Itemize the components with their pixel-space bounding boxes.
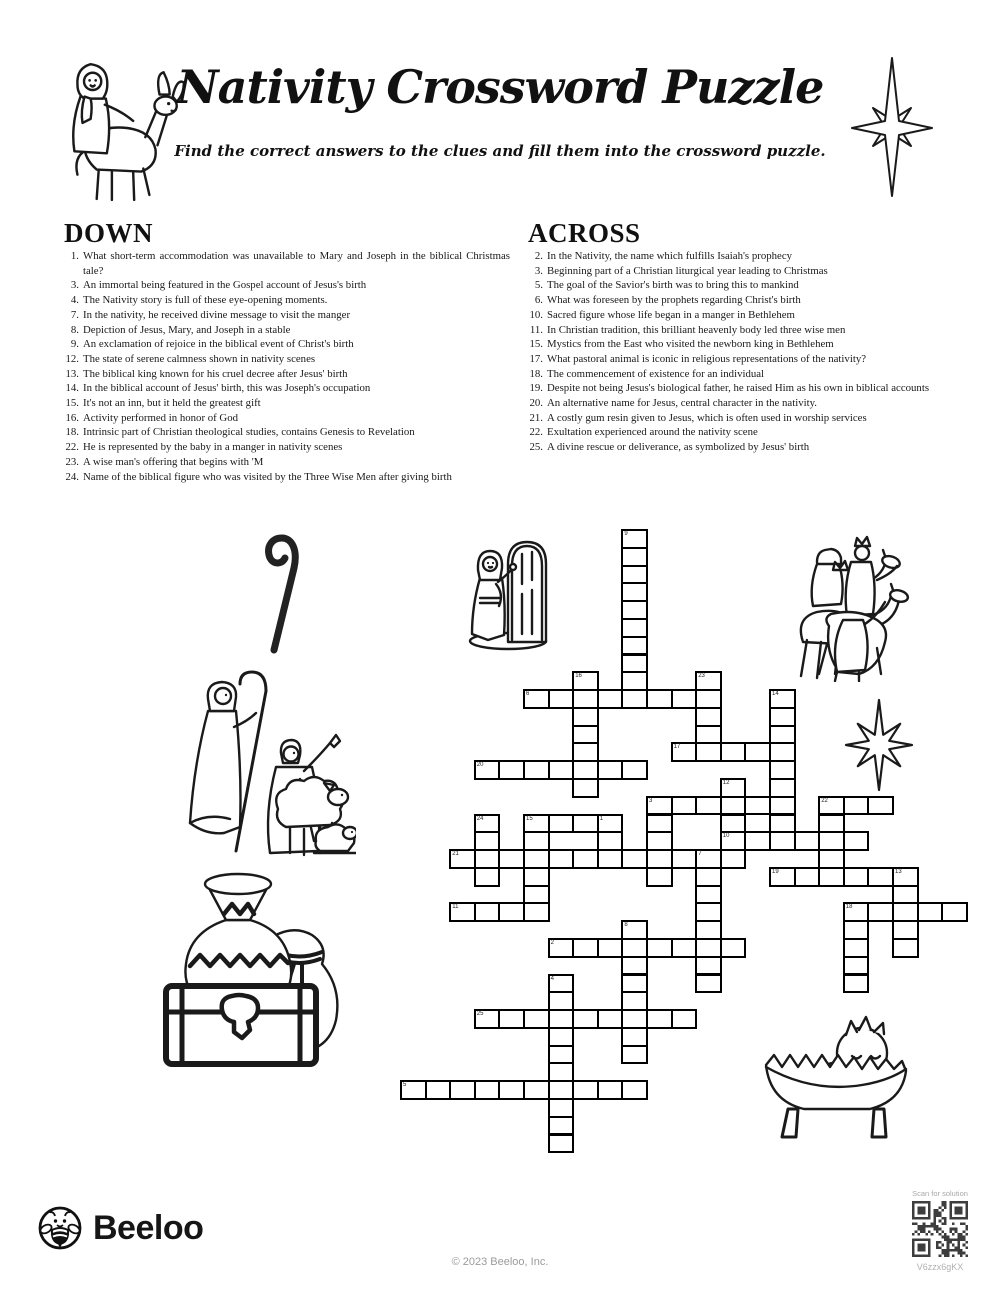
clue-item (64, 367, 510, 382)
cell-number: 1 (599, 815, 604, 822)
crossword-cell[interactable] (449, 902, 476, 922)
crossword-cell[interactable] (720, 796, 747, 816)
crossword-cell[interactable] (621, 1080, 648, 1100)
clue-text: Despite not being Jesus's biological father, he raised Him as his own in biblical accounts (547, 382, 930, 395)
crossword-cell[interactable] (671, 1009, 698, 1029)
clue-text: An alternative name for Jesus, central character in the nativity. (547, 397, 818, 410)
crossword-cell[interactable] (597, 689, 624, 709)
brand-name: Beeloo (93, 1208, 204, 1247)
cell-number: 11 (452, 904, 459, 911)
crossword-cell[interactable] (695, 742, 722, 762)
clue-number: 5. (534, 279, 543, 292)
crossword-cell[interactable] (449, 1080, 476, 1100)
clue-number: 22. (65, 441, 79, 454)
three-wise-men-camels-illustration (773, 524, 913, 682)
cell-number: 2 (550, 939, 554, 946)
clue-number: 10. (529, 308, 543, 321)
clue-item (64, 337, 510, 352)
crossword-cell[interactable] (744, 831, 771, 851)
clue-text: In the nativity, he received divine message to visit the manger (83, 308, 351, 321)
clue-item (528, 352, 990, 367)
clue-text: Mystics from the East who visited the newborn king in Bethlehem (547, 338, 834, 351)
cell-number: 4 (550, 975, 554, 982)
crossword-cell[interactable] (695, 671, 722, 691)
clue-text: Exultation experienced around the nativity scene (547, 426, 758, 439)
across-clue-list (528, 249, 990, 455)
crossword-cell[interactable] (597, 1080, 624, 1100)
down-heading: DOWN (64, 218, 153, 248)
cell-number: 21 (452, 851, 459, 857)
crossword-cell[interactable] (843, 974, 870, 994)
crossword-cell[interactable] (523, 1009, 550, 1029)
clue-text: What was foreseen by the prophets regarding Christ's birth (547, 294, 801, 307)
crossword-cell[interactable] (843, 867, 870, 887)
copyright-text: © 2023 Beeloo, Inc. (451, 1256, 549, 1268)
crossword-cell[interactable] (548, 760, 575, 780)
crossword-cell[interactable] (474, 867, 501, 887)
clue-number: 15. (65, 397, 79, 410)
cell-number: 18 (845, 904, 853, 911)
baby-in-manger-illustration (752, 1005, 920, 1143)
crossword-cell[interactable] (843, 796, 870, 816)
crossword-cell[interactable] (548, 689, 575, 709)
crossword-cell[interactable] (597, 849, 624, 869)
cell-number: 12 (722, 779, 730, 786)
crossword-cell[interactable] (744, 742, 771, 762)
crossword-cell[interactable] (572, 778, 599, 798)
clue-text: It's not an inn, but it held the greatest gift (83, 397, 261, 410)
clue-number: 2. (534, 250, 543, 262)
crossword-cell[interactable] (621, 1045, 648, 1065)
clue-item (528, 396, 990, 411)
crossword-cell[interactable] (794, 867, 821, 887)
crossword-cell[interactable] (671, 849, 698, 869)
cell-number: 13 (895, 868, 902, 875)
cell-number: 8 (624, 922, 628, 929)
crossword-cell[interactable] (695, 956, 722, 976)
clue-text: Depiction of Jesus, Mary, and Joseph in a stable (83, 323, 291, 336)
crossword-cell[interactable] (867, 902, 894, 922)
clue-text: The commencement of existence for an individual (547, 367, 765, 380)
down-clue-list (64, 249, 510, 484)
clue-text: The Nativity story is full of these eye-opening moments. (83, 294, 328, 307)
clue-item (528, 308, 990, 323)
cell-number: 5 (403, 1082, 407, 1089)
clue-number: 12. (65, 352, 79, 365)
crossword-cell[interactable] (843, 956, 870, 976)
clue-item (64, 308, 510, 323)
crossword-cell[interactable] (621, 689, 648, 709)
crossword-cell[interactable] (474, 1080, 501, 1100)
clue-item (64, 411, 510, 426)
crossword-cell[interactable] (621, 636, 648, 656)
eight-point-star-illustration (843, 698, 915, 793)
qr-caption: Scan for solution (912, 1189, 968, 1198)
clue-item (64, 455, 510, 470)
clue-text: Name of the biblical figure who was visited by the Three Wise Men after giving birth (83, 470, 452, 483)
cell-number: 19 (772, 868, 779, 875)
cell-number: 7 (698, 851, 702, 857)
clue-text: The state of serene calmness shown in nativity scenes (83, 352, 316, 365)
clue-item (528, 440, 990, 455)
clue-text: A costly gum resin given to Jesus, which is often used in worship services (547, 411, 867, 424)
clue-item (528, 323, 990, 338)
crossword-cell[interactable] (769, 831, 796, 851)
cell-number: 6 (526, 691, 530, 697)
crossword-cell[interactable] (769, 796, 796, 816)
crossword-cell[interactable] (671, 796, 698, 816)
clue-number: 19. (529, 382, 543, 395)
crossword-cell[interactable] (917, 902, 944, 922)
crossword-cell[interactable] (523, 902, 550, 922)
clue-text: In Christian tradition, this brilliant heavenly body led three wise men (547, 323, 846, 336)
clue-number: 9. (70, 338, 79, 351)
clue-item (528, 249, 990, 264)
qr-code[interactable] (912, 1201, 968, 1257)
crossword-cell[interactable] (646, 689, 673, 709)
crossword-cell[interactable] (646, 796, 673, 816)
clue-text: An immortal being featured in the Gospel account of Jesus's birth (83, 279, 367, 292)
crossword-cell[interactable] (843, 831, 870, 851)
clue-number: 23. (65, 455, 79, 468)
crossword-cell[interactable] (498, 1080, 525, 1100)
page-title: Nativity Crossword Puzzle (176, 60, 824, 114)
crossword-cell[interactable] (720, 849, 747, 869)
cell-number: 24 (476, 815, 484, 822)
clue-number: 22. (529, 426, 543, 439)
clue-item (64, 278, 510, 293)
crossword-cell[interactable] (474, 760, 501, 780)
crossword-cell[interactable] (449, 849, 476, 869)
crossword-cell[interactable] (597, 1009, 624, 1029)
crossword-cell[interactable] (867, 796, 894, 816)
cell-number: 22 (821, 797, 828, 804)
crossword-cell[interactable] (621, 671, 648, 691)
crossword-cell[interactable] (572, 671, 599, 691)
crossword-cell[interactable] (646, 1009, 673, 1029)
cell-number: 9 (624, 531, 628, 537)
crossword-cell[interactable] (548, 849, 575, 869)
crossword-cell[interactable] (523, 760, 550, 780)
shepherd-crook-illustration (262, 528, 314, 656)
cell-number: 25 (476, 1011, 484, 1018)
clue-number: 4. (70, 294, 79, 307)
cell-number: 14 (772, 691, 779, 697)
crossword-cell[interactable] (474, 1009, 501, 1029)
crossword-cell[interactable] (572, 814, 599, 834)
clue-number: 17. (529, 352, 543, 365)
crossword-cell[interactable] (892, 938, 919, 958)
bethlehem-star-thin-illustration (850, 56, 934, 198)
bee-logo-icon (37, 1205, 83, 1251)
cell-number: 10 (722, 833, 730, 840)
figure-at-door-illustration (466, 536, 550, 654)
cell-number: 3 (649, 797, 653, 804)
clue-item (528, 367, 990, 382)
page-subtitle: Find the correct answers to the clues and fill them into the crossword puzzle. (174, 142, 826, 160)
clue-item (64, 425, 510, 440)
crossword-cell[interactable] (425, 1080, 452, 1100)
crossword-cell[interactable] (646, 867, 673, 887)
crossword-cell[interactable] (818, 796, 845, 816)
crossword-cell[interactable] (720, 742, 747, 762)
clue-text: A divine rescue or deliverance, as symbolized by Jesus' birth (547, 441, 810, 454)
clue-item (64, 323, 510, 338)
clue-number: 7. (70, 308, 79, 321)
crossword-cell[interactable] (523, 1080, 550, 1100)
cell-number: 20 (476, 762, 484, 769)
shepherds-with-sheep-illustration (178, 663, 356, 858)
qr-code-id: V6zzx6gKX (916, 1262, 964, 1272)
crossword-cell[interactable] (597, 760, 624, 780)
crossword-cell[interactable] (498, 849, 525, 869)
crossword-cell[interactable] (671, 689, 698, 709)
crossword-cell[interactable] (695, 796, 722, 816)
crossword-cell[interactable] (572, 938, 599, 958)
clue-number: 3. (534, 264, 543, 277)
clue-number: 18. (65, 426, 79, 439)
crossword-cell[interactable] (867, 867, 894, 887)
clue-number: 8. (70, 323, 79, 336)
clue-number: 20. (529, 397, 543, 410)
clue-number: 14. (65, 382, 79, 395)
crossword-cell[interactable] (548, 1116, 575, 1136)
crossword-cell[interactable] (671, 938, 698, 958)
clue-item (64, 249, 510, 278)
crossword-cell[interactable] (548, 1134, 575, 1154)
crossword-cell[interactable] (671, 742, 698, 762)
clue-text: In the Nativity, the name which fulfills Isaiah's prophecy (547, 250, 793, 262)
clue-item (528, 293, 990, 308)
clue-item (528, 411, 990, 426)
clue-number: 18. (529, 367, 543, 380)
across-heading: ACROSS (528, 218, 641, 248)
clue-number: 21. (529, 411, 543, 424)
clue-number: 15. (529, 338, 543, 351)
crossword-cell[interactable] (523, 689, 550, 709)
crossword-cell[interactable] (621, 849, 648, 869)
clue-item (528, 337, 990, 352)
crossword-cell[interactable] (695, 974, 722, 994)
crossword-cell[interactable] (474, 902, 501, 922)
clue-text: Intrinsic part of Christian theological studies, contains Genesis to Revelation (83, 426, 415, 439)
clue-item (64, 352, 510, 367)
crossword-cell[interactable] (597, 938, 624, 958)
crossword-cell[interactable] (548, 938, 575, 958)
clue-item (528, 278, 990, 293)
clue-number: 11. (529, 323, 543, 336)
clue-item (64, 470, 510, 485)
clue-text: The goal of the Savior's birth was to bring this to mankind (547, 279, 799, 292)
clue-text: Activity performed in honor of God (83, 411, 239, 424)
clue-text: He is represented by the baby in a manger in nativity scenes (83, 441, 343, 454)
clue-item (64, 381, 510, 396)
clue-text: An exclamation of rejoice in the biblical event of Christ's birth (83, 338, 354, 351)
crossword-cell[interactable] (548, 814, 575, 834)
clue-number: 25. (529, 441, 543, 454)
clue-text: What pastoral animal is iconic in religious representations of the nativity? (547, 352, 867, 365)
crossword-cell[interactable] (498, 902, 525, 922)
crossword-cell[interactable] (572, 1009, 599, 1029)
clue-item (528, 425, 990, 440)
cell-number: 16 (575, 673, 582, 680)
crossword-cell[interactable] (818, 867, 845, 887)
crossword-cell[interactable] (572, 849, 599, 869)
crossword-cell[interactable] (498, 760, 525, 780)
clue-number: 3. (70, 279, 79, 292)
clue-text: The biblical king known for his cruel decree after Jesus' birth (83, 367, 348, 380)
clue-item (64, 440, 510, 455)
clue-text: What short-term accommodation was unavailable to Mary and Joseph in the biblical Christmas tale? (83, 250, 510, 277)
clue-item (528, 381, 990, 396)
clue-text: Beginning part of a Christian liturgical year leading to Christmas (547, 264, 828, 277)
crossword-cell[interactable] (720, 938, 747, 958)
qr-block (905, 1189, 975, 1272)
clue-number: 16. (65, 411, 79, 424)
magi-gifts-illustration (150, 868, 348, 1070)
crossword-cell[interactable] (794, 831, 821, 851)
cell-number: 17 (673, 744, 681, 751)
crossword-cell[interactable] (400, 1080, 427, 1100)
crossword-cell[interactable] (646, 938, 673, 958)
cell-number: 15 (526, 815, 533, 822)
crossword-cell[interactable] (621, 760, 648, 780)
clue-item (528, 264, 990, 279)
clue-item (64, 396, 510, 411)
clue-number: 24. (65, 470, 79, 483)
clue-text: In the biblical account of Jesus' birth, this was Joseph's occupation (83, 382, 371, 395)
brand-logo (37, 1205, 203, 1251)
crossword-cell[interactable] (941, 902, 968, 922)
crossword-cell[interactable] (548, 1080, 575, 1100)
crossword-cell[interactable] (572, 1080, 599, 1100)
clue-number: 13. (65, 367, 79, 380)
clue-text: A wise man's offering that begins with 'M (83, 455, 264, 468)
crossword-cell[interactable] (621, 956, 648, 976)
clue-number: 1. (70, 250, 79, 262)
crossword-cell[interactable] (744, 796, 771, 816)
clue-item (64, 293, 510, 308)
clue-number: 6. (534, 294, 543, 307)
cell-number: 23 (698, 673, 705, 680)
crossword-cell[interactable] (769, 867, 796, 887)
clue-text: Sacred figure whose life began in a manger in Bethlehem (547, 308, 795, 321)
crossword-cell[interactable] (498, 1009, 525, 1029)
